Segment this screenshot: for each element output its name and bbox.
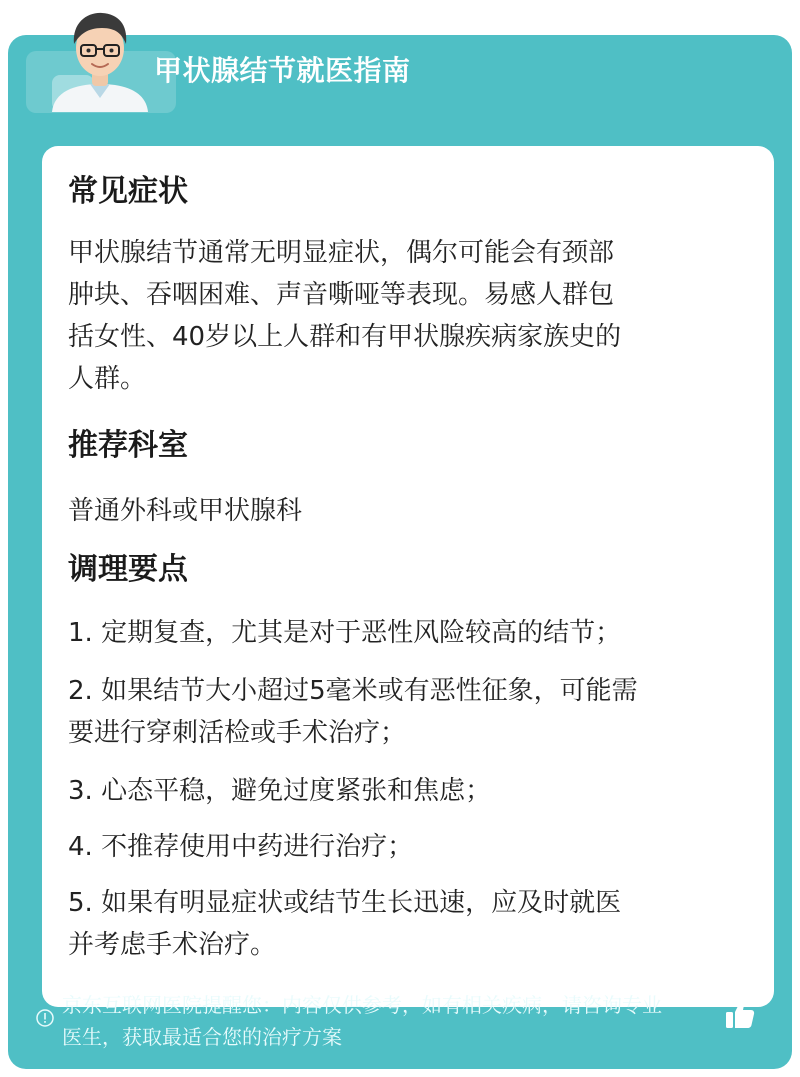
page-title: 甲状腺结节就医指南 bbox=[154, 54, 411, 87]
footer-disclaimer bbox=[8, 985, 792, 1069]
symptoms-line: 肿块、吞咽困难、声音嘶哑等表现。易感人群包 bbox=[68, 280, 615, 310]
symptoms-line: 括女性、40岁以上人群和有甲状腺疾病家族史的 bbox=[68, 322, 622, 352]
section-title-department: 推荐科室 bbox=[68, 428, 188, 463]
care-item bbox=[68, 612, 758, 654]
symptoms-line: 人群。 bbox=[68, 364, 147, 394]
section-body-department bbox=[68, 490, 758, 532]
care-item bbox=[68, 826, 758, 868]
care-item bbox=[68, 882, 758, 966]
care-item-line: 5. 如果有明显症状或结节生长迅速，应及时就医 bbox=[68, 888, 622, 918]
footer-line: 医生，获取最适合您的治疗方案 bbox=[62, 1025, 342, 1049]
care-item-line: 并考虑手术治疗。 bbox=[68, 930, 277, 960]
care-item-line: 要进行穿刺活检或手术治疗； bbox=[68, 718, 407, 748]
doctor-avatar bbox=[44, 8, 156, 112]
info-icon bbox=[36, 1009, 54, 1027]
section-title-care: 调理要点 bbox=[68, 552, 188, 587]
section-title-symptoms: 常见症状 bbox=[68, 174, 188, 209]
symptoms-line: 甲状腺结节通常无明显症状，偶尔可能会有颈部 bbox=[68, 238, 615, 268]
care-item-line: 1. 定期复查，尤其是对于恶性风险较高的结节； bbox=[68, 618, 622, 648]
department-line: 普通外科或甲状腺科 bbox=[68, 496, 303, 526]
footer-text bbox=[62, 989, 730, 1053]
section-body-symptoms bbox=[68, 232, 758, 400]
thumbs-up-icon[interactable] bbox=[722, 997, 758, 1033]
care-item-line: 2. 如果结节大小超过5毫米或有恶性征象，可能需 bbox=[68, 676, 638, 706]
care-item-line: 3. 心态平稳，避免过度紧张和焦虑； bbox=[68, 776, 492, 806]
care-item bbox=[68, 770, 758, 812]
care-item-line: 4. 不推荐使用中药进行治疗； bbox=[68, 832, 414, 862]
content-card bbox=[42, 146, 774, 1007]
guide-card bbox=[8, 35, 792, 1069]
care-item bbox=[68, 670, 758, 754]
footer-line: 京东互联网医院提醒您：内容仅供参考，如有相关疾病，请咨询专业 bbox=[62, 993, 662, 1017]
